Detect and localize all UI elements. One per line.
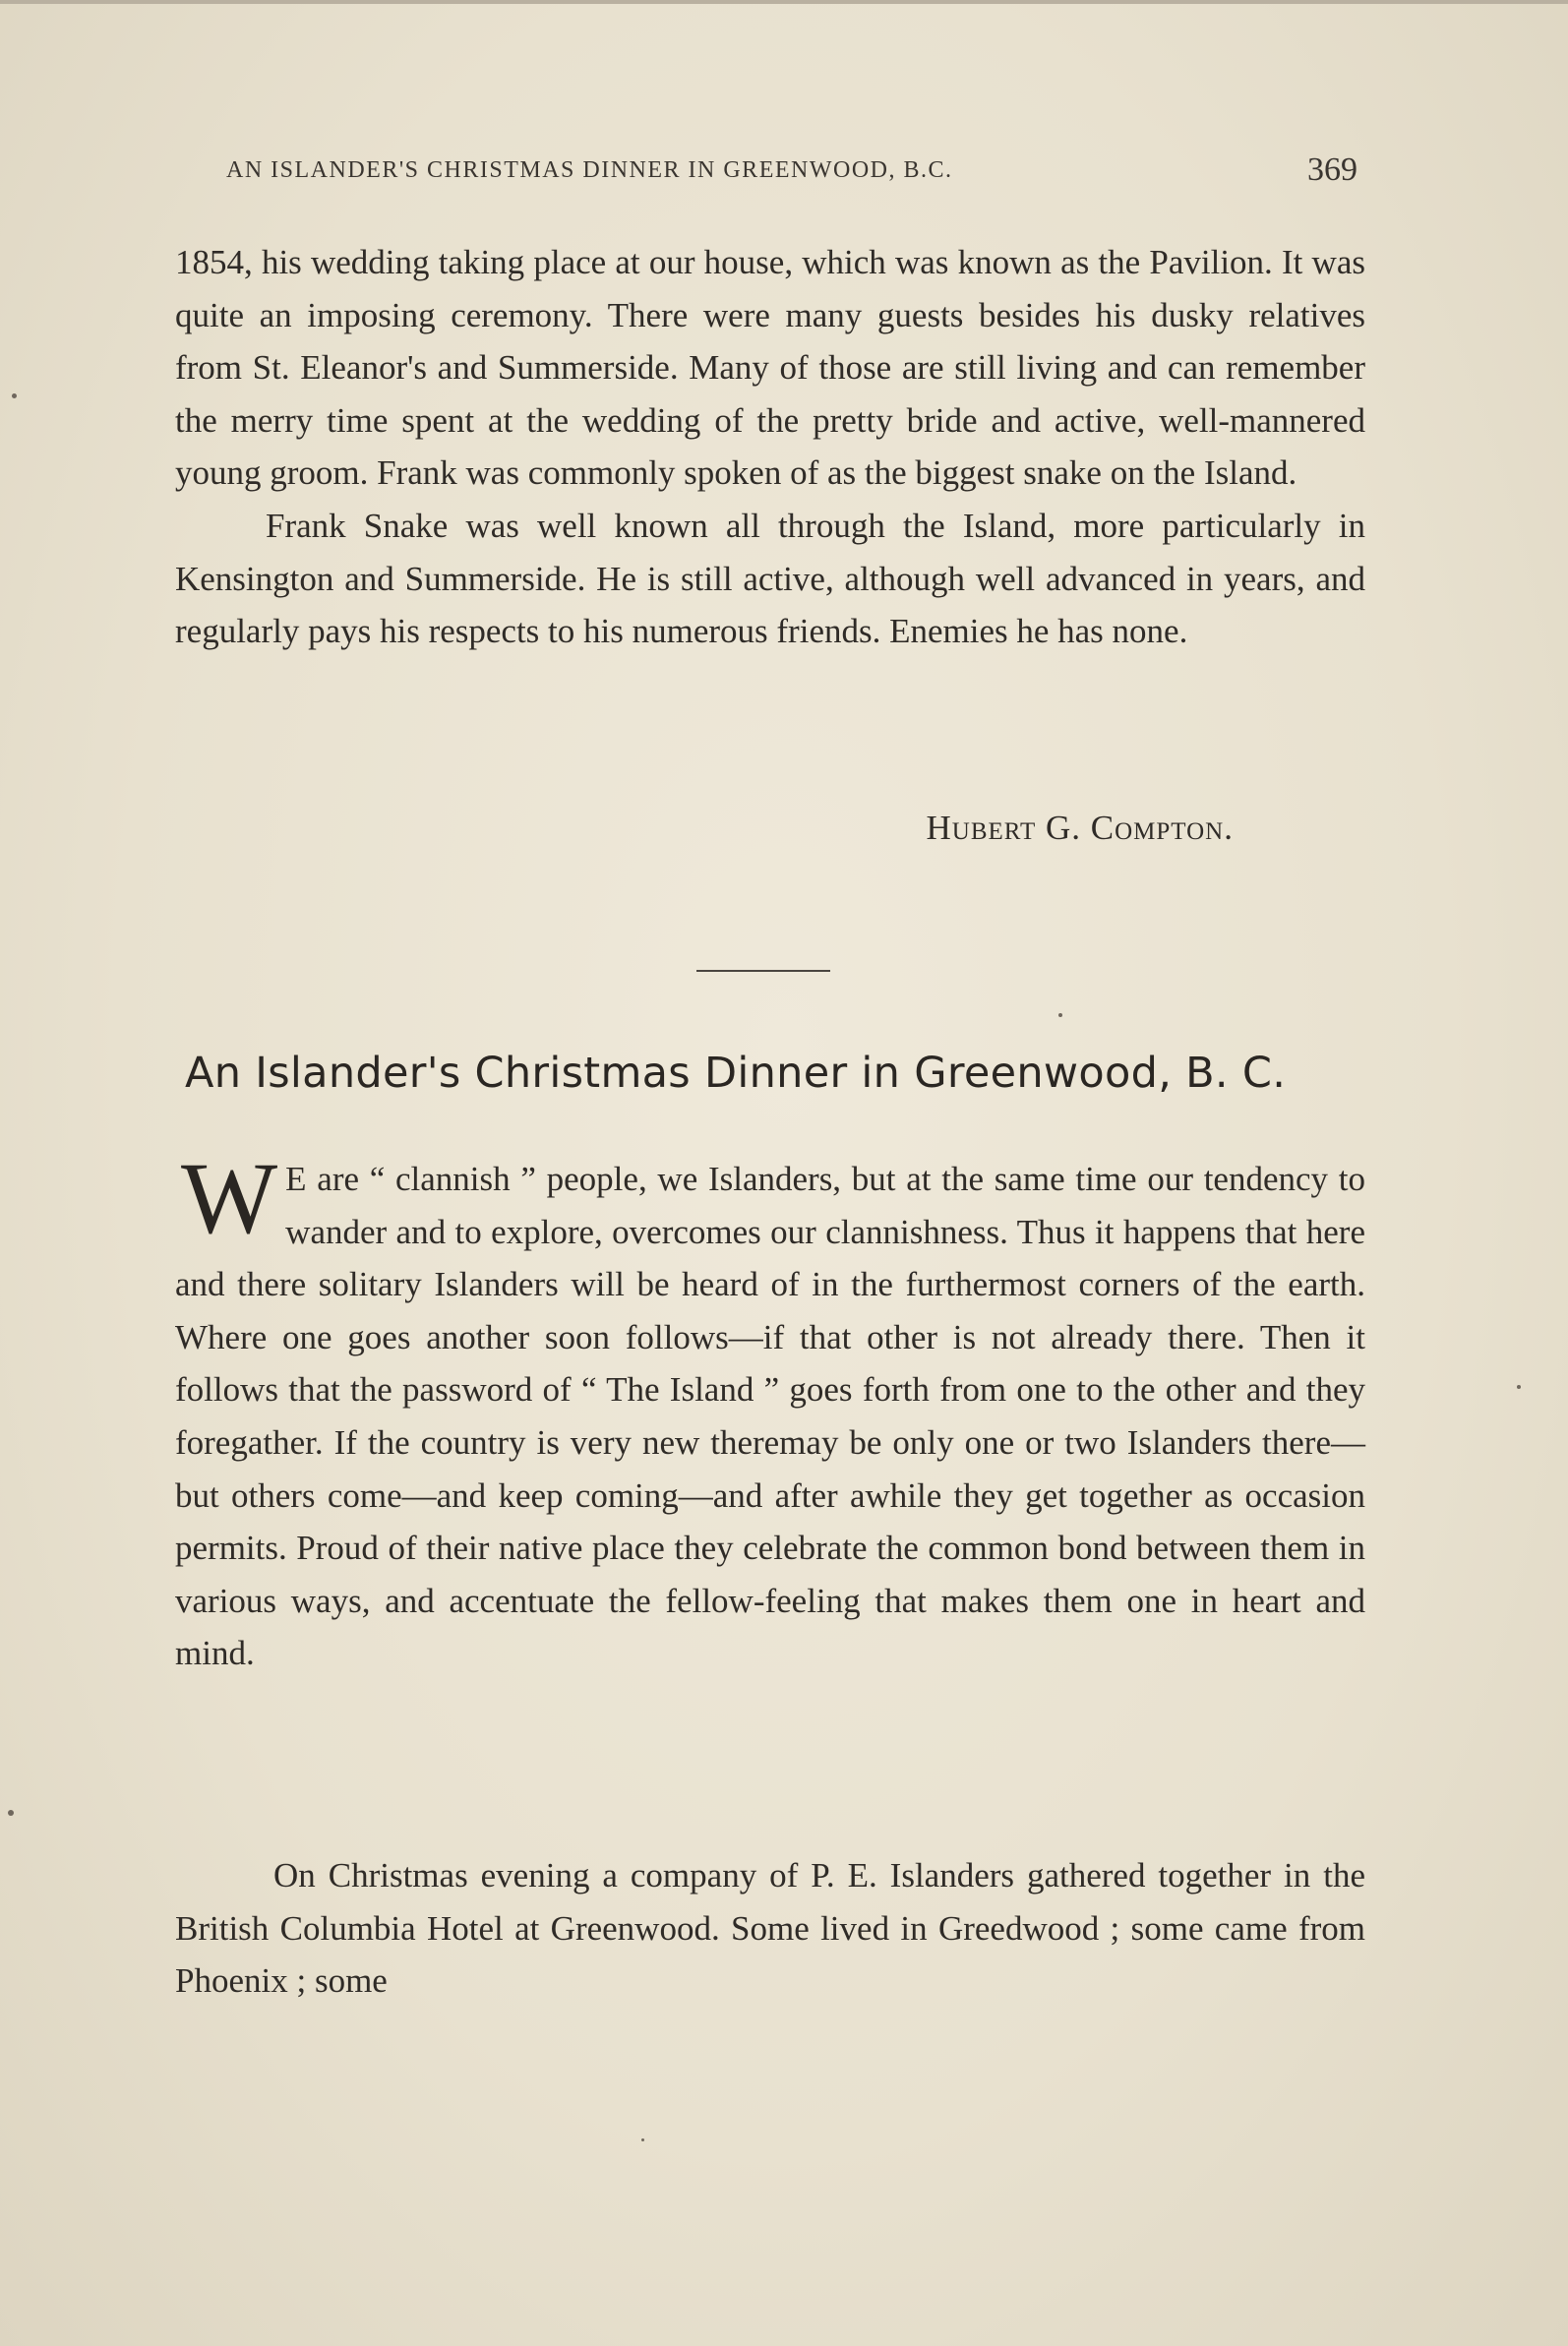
author-signature: Hubert G. Compton. [926, 809, 1234, 847]
previous-article-text [175, 236, 1365, 658]
running-head-title: AN ISLANDER'S CHRISTMAS DINNER IN GREENWOOD, B.C. [226, 157, 953, 183]
speck [641, 2138, 644, 2141]
article-first-paragraph [175, 1142, 1365, 1680]
paragraph: On Christmas evening a company of P. E. Islanders gathered together in the British Columbia Hotel at Greenwood. Some lived in Greedwood ; some came from Phoenix ; some [175, 1856, 1365, 2001]
article-second-paragraph [175, 1849, 1365, 2008]
speck [12, 393, 17, 398]
page-top-edge [0, 0, 1568, 4]
running-head [226, 151, 1357, 197]
speck [8, 1810, 14, 1816]
page-number: 369 [1307, 151, 1357, 188]
paragraph [175, 1142, 1365, 1680]
article-title: An Islander's Christmas Dinner in Greenwood, B. C. [185, 1049, 1287, 1098]
drop-cap: W [181, 1142, 278, 1255]
paragraph: 1854, his wedding taking place at our house, which was known as the Pavilion. It was quite an imposing ceremony. There were many guests besides his dusky relatives from St. Eleanor's and Summerside. Many of those are still living and can remember the merry time spent at the wedding of the pretty bride and active, well-mannered young groom. Frank was commonly spoken of as the biggest snake on the Island. [175, 243, 1365, 493]
speck [1517, 1385, 1521, 1389]
speck [1058, 1013, 1062, 1017]
section-divider [696, 970, 830, 972]
paragraph-text: E are “ clannish ” people, we Islanders, but at the same time our tendency to wander and to explore, overcomes our clannishness. Thus it happens that here and there solitary Islanders will be heard of in the furthermost corners of the earth. Where one goes another soon follows—if that other is not already there. Then it follows that the password of “ The Island ” goes forth from one to the other and they foregather. If the country is very new theremay be only one or two Islanders there—but others come—and keep coming—and after awhile they get together as occasion permits. Proud of their native place they celebrate the common bond between them in various ways, and accentuate the fellow-feeling that makes them one in heart and mind. [175, 1160, 1365, 1673]
paragraph: Frank Snake was well known all through the Island, more particularly in Kensington and Summerside. He is still active, although well advanced in years, and regularly pays his respects to his numerous friends. Enemies he has none. [175, 506, 1365, 651]
